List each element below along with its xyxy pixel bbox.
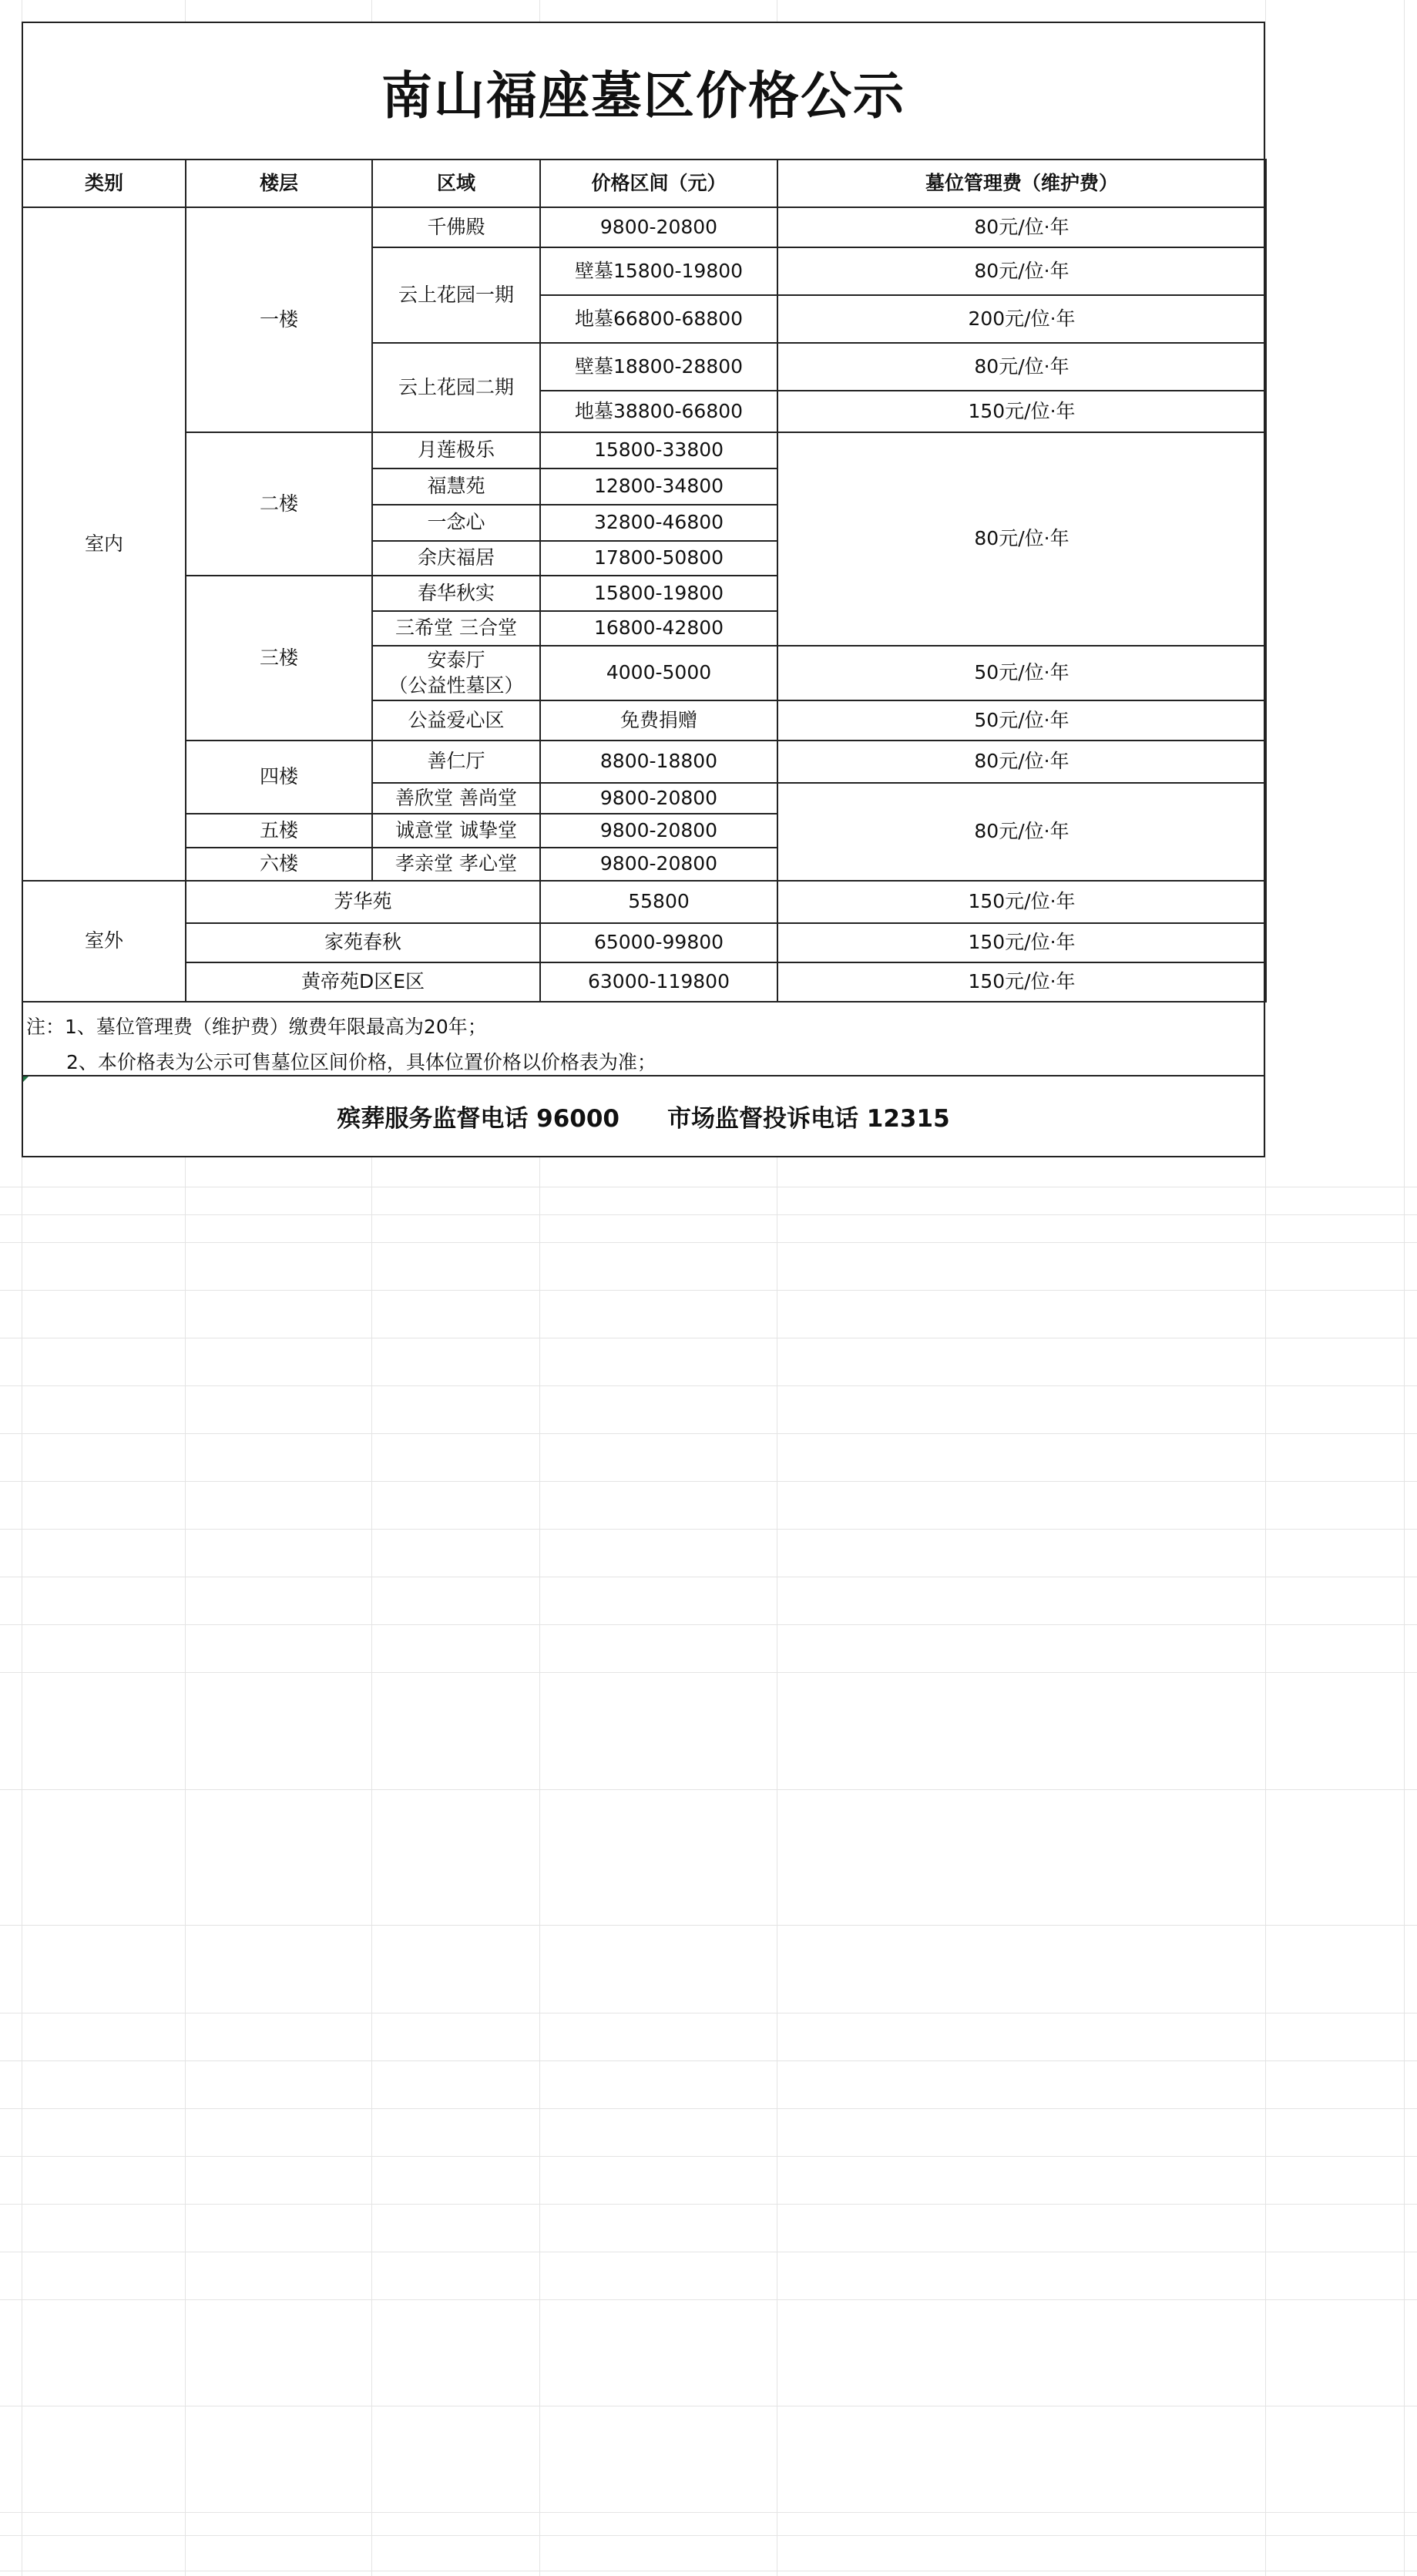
floor-2-cell[interactable]: 二楼 — [186, 432, 372, 576]
fee-cell[interactable]: 150元/位·年 — [777, 962, 1266, 1002]
table-row — [22, 923, 1266, 962]
price-cell[interactable]: 9800-20800 — [540, 207, 777, 247]
price-cell[interactable]: 4000-5000 — [540, 646, 777, 700]
price-cell[interactable]: 8800-18800 — [540, 741, 777, 783]
price-cell[interactable]: 9800-20800 — [540, 783, 777, 814]
area-cell[interactable]: 善欣堂 善尚堂 — [372, 783, 540, 814]
area-cell[interactable]: 黄帝苑D区E区 — [186, 962, 540, 1002]
table-row — [22, 432, 1266, 469]
fee-cell[interactable]: 80元/位·年 — [777, 207, 1266, 247]
table-header-row — [22, 160, 1266, 207]
floor-1-cell[interactable]: 一楼 — [186, 207, 372, 432]
price-cell[interactable]: 壁墓15800-19800 — [540, 247, 777, 295]
area-line-1: 安泰厅 — [427, 649, 485, 671]
price-cell[interactable]: 17800-50800 — [540, 541, 777, 576]
fee-cell[interactable]: 50元/位·年 — [777, 646, 1266, 700]
fee-cell[interactable]: 200元/位·年 — [777, 295, 1266, 343]
area-cell[interactable]: 善仁厅 — [372, 741, 540, 783]
area-cell[interactable]: 芳华苑 — [186, 881, 540, 923]
area-cell[interactable]: 孝亲堂 孝心堂 — [372, 848, 540, 881]
header-floor[interactable]: 楼层 — [186, 160, 372, 207]
price-cell[interactable]: 32800-46800 — [540, 505, 777, 541]
page-title: 南山福座墓区价格公示 — [381, 65, 905, 126]
fee-cell-merged[interactable]: 80元/位·年 — [777, 783, 1266, 881]
price-cell[interactable]: 地墓38800-66800 — [540, 391, 777, 432]
area-cell[interactable]: 三希堂 三合堂 — [372, 611, 540, 646]
table-row — [22, 881, 1266, 923]
price-sheet — [22, 22, 1265, 1157]
price-cell[interactable]: 63000-119800 — [540, 962, 777, 1002]
area-cell[interactable]: 余庆福居 — [372, 541, 540, 576]
price-cell[interactable]: 免费捐赠 — [540, 700, 777, 741]
floor-4-cell[interactable]: 四楼 — [186, 741, 372, 814]
table-row — [22, 962, 1266, 1002]
price-cell[interactable]: 9800-20800 — [540, 848, 777, 881]
funeral-hotline: 殡葬服务监督电话 96000 — [337, 1105, 620, 1133]
area-cell[interactable]: 福慧苑 — [372, 469, 540, 505]
area-cell[interactable]: 公益爱心区 — [372, 700, 540, 741]
price-cell[interactable]: 16800-42800 — [540, 611, 777, 646]
fee-cell[interactable]: 150元/位·年 — [777, 923, 1266, 962]
notes-cell[interactable] — [23, 1001, 1264, 1076]
fee-cell[interactable]: 80元/位·年 — [777, 343, 1266, 391]
header-category[interactable]: 类别 — [22, 160, 186, 207]
price-cell[interactable]: 壁墓18800-28800 — [540, 343, 777, 391]
fee-cell[interactable]: 80元/位·年 — [777, 741, 1266, 783]
category-indoor-cell[interactable]: 室内 — [22, 207, 186, 881]
fee-cell[interactable]: 150元/位·年 — [777, 391, 1266, 432]
area-cell[interactable]: 云上花园一期 — [372, 247, 540, 343]
area-cell[interactable]: 春华秋实 — [372, 576, 540, 611]
area-cell[interactable]: 月莲极乐 — [372, 432, 540, 469]
area-cell[interactable]: 诚意堂 诚挚堂 — [372, 814, 540, 848]
floor-6-cell[interactable]: 六楼 — [186, 848, 372, 881]
table-row — [22, 207, 1266, 247]
header-fee[interactable]: 墓位管理费（维护费） — [777, 160, 1266, 207]
area-cell[interactable]: 云上花园二期 — [372, 343, 540, 432]
note-line-2: 2、本价格表为公示可售墓位区间价格，具体位置价格以价格表为准； — [66, 1051, 656, 1073]
price-cell[interactable]: 55800 — [540, 881, 777, 923]
note-line-1: 注：1、墓位管理费（维护费）缴费年限最高为20年； — [26, 1016, 487, 1038]
header-price[interactable]: 价格区间（元） — [540, 160, 777, 207]
floor-3-cell[interactable]: 三楼 — [186, 576, 372, 741]
price-table — [22, 159, 1267, 1003]
fee-cell[interactable]: 80元/位·年 — [777, 247, 1266, 295]
area-line-2: （公益性墓区） — [388, 673, 524, 697]
floor-5-cell[interactable]: 五楼 — [186, 814, 372, 848]
supervision-hotlines[interactable] — [23, 1076, 1264, 1156]
fee-cell[interactable]: 50元/位·年 — [777, 700, 1266, 741]
category-outdoor-cell[interactable]: 室外 — [22, 881, 186, 1002]
price-cell[interactable]: 15800-19800 — [540, 576, 777, 611]
price-cell[interactable]: 65000-99800 — [540, 923, 777, 962]
area-cell[interactable]: 家苑春秋 — [186, 923, 540, 962]
price-cell[interactable]: 15800-33800 — [540, 432, 777, 469]
fee-cell-merged[interactable]: 80元/位·年 — [777, 432, 1266, 646]
fee-cell[interactable]: 150元/位·年 — [777, 881, 1266, 923]
price-cell[interactable]: 9800-20800 — [540, 814, 777, 848]
market-hotline: 市场监督投诉电话 12315 — [667, 1105, 950, 1133]
header-area[interactable]: 区域 — [372, 160, 540, 207]
price-cell[interactable]: 地墓66800-68800 — [540, 295, 777, 343]
area-cell[interactable] — [372, 646, 540, 700]
table-row — [22, 741, 1266, 783]
price-cell[interactable]: 12800-34800 — [540, 469, 777, 505]
area-cell[interactable]: 一念心 — [372, 505, 540, 541]
area-cell[interactable]: 千佛殿 — [372, 207, 540, 247]
